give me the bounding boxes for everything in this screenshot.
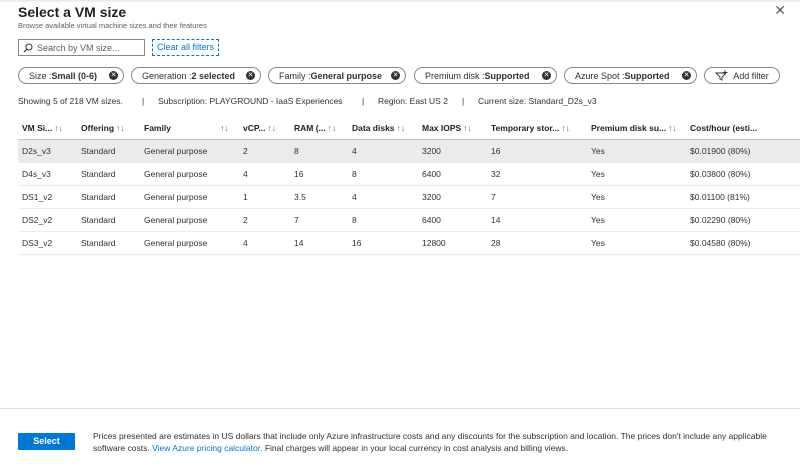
column-header[interactable] [239, 117, 290, 139]
column-header[interactable] [348, 117, 418, 139]
page-title: Select a VM size [18, 4, 127, 20]
table-cell: General purpose [140, 162, 214, 185]
column-header-label: Max IOPS [422, 122, 462, 133]
filter-value: General purpose [310, 70, 383, 81]
search-field[interactable] [18, 39, 145, 56]
select-button[interactable]: Select [18, 433, 75, 450]
sort-icon[interactable]: ↑↓ [267, 122, 277, 133]
table-cell: $0.04580 (80%) [686, 231, 800, 254]
pill-close-icon[interactable]: ✕ [683, 72, 690, 79]
table-cell: Yes [587, 185, 686, 208]
table-cell: 4 [348, 185, 418, 208]
search-input[interactable] [37, 43, 137, 53]
filter-pill-family[interactable] [268, 67, 406, 84]
subscription-label: Subscription: PLAYGROUND - IaaS Experiences [158, 96, 343, 106]
filter-key: Size : [29, 70, 52, 81]
search-icon [23, 43, 33, 53]
column-header-label: vCP... [243, 122, 266, 133]
table-cell: Yes [587, 231, 686, 254]
clear-all-filters-button[interactable]: Clear all filters [152, 39, 219, 56]
top-edge [0, 0, 800, 3]
table-row[interactable] [18, 185, 800, 208]
column-header-label: Premium disk su... [591, 122, 667, 133]
table-cell: 14 [487, 208, 587, 231]
page-subtitle: Browse available virtual machine sizes and their features [18, 21, 207, 30]
table-cell: 2 [239, 139, 290, 162]
pricing-note [93, 430, 788, 454]
result-count: Showing 5 of 218 VM sizes. [18, 96, 123, 106]
sort-icon[interactable]: ↑↓ [668, 122, 677, 133]
table-cell: 7 [290, 208, 348, 231]
pill-close-icon[interactable]: ✕ [392, 72, 399, 79]
table-cell: Standard [77, 162, 140, 185]
table-cell: DS3_v2 [18, 231, 77, 254]
table-cell: 6400 [418, 208, 487, 231]
table-cell [214, 162, 239, 185]
pill-close-icon[interactable]: ✕ [110, 72, 117, 79]
table-row[interactable] [18, 162, 800, 185]
column-header [140, 117, 214, 139]
current-size-label: Current size: Standard_D2s_v3 [478, 96, 597, 106]
filter-key: Azure Spot : [575, 70, 625, 81]
table-cell: 2 [239, 208, 290, 231]
table-cell: 32 [487, 162, 587, 185]
table-cell: D2s_v3 [18, 139, 77, 162]
add-filter-icon [715, 70, 729, 81]
table-cell: $0.02290 (80%) [686, 208, 800, 231]
sort-icon[interactable]: ↑↓ [561, 122, 570, 133]
column-header[interactable] [18, 117, 77, 139]
column-header[interactable] [214, 117, 239, 139]
column-header[interactable] [418, 117, 487, 139]
table-cell: General purpose [140, 185, 214, 208]
table-cell: 3.5 [290, 185, 348, 208]
sort-icon[interactable]: ↑↓ [327, 122, 337, 133]
table-cell: General purpose [140, 139, 214, 162]
table-cell: 28 [487, 231, 587, 254]
table-cell: DS1_v2 [18, 185, 77, 208]
column-header [686, 117, 800, 139]
table-body [18, 139, 800, 254]
table-cell: Standard [77, 139, 140, 162]
table-cell: 1 [239, 185, 290, 208]
table-cell: 4 [239, 231, 290, 254]
table-cell: 16 [348, 231, 418, 254]
table-cell [214, 139, 239, 162]
table-cell: $0.03800 (80%) [686, 162, 800, 185]
table-cell [214, 185, 239, 208]
sort-icon[interactable]: ↑↓ [396, 122, 406, 133]
table-cell: 14 [290, 231, 348, 254]
column-header[interactable] [587, 117, 686, 139]
footer [0, 408, 800, 468]
table-cell: DS2_v2 [18, 208, 77, 231]
column-header[interactable] [290, 117, 348, 139]
info-separator: | [142, 96, 145, 106]
filter-pill-premium-disk[interactable] [414, 67, 557, 84]
table-row[interactable] [18, 231, 800, 254]
column-header-label: Cost/hour (esti... [690, 122, 758, 133]
table-cell: $0.01100 (81%) [686, 185, 800, 208]
table-cell: 16 [290, 162, 348, 185]
table-cell: General purpose [140, 231, 214, 254]
column-header-label: Data disks [352, 122, 395, 133]
table-cell: Yes [587, 139, 686, 162]
table-cell: 3200 [418, 139, 487, 162]
table-cell: 8 [348, 208, 418, 231]
pill-close-icon[interactable]: ✕ [543, 72, 550, 79]
table-row[interactable] [18, 139, 800, 162]
table-cell: 8 [348, 162, 418, 185]
table-cell: 6400 [418, 162, 487, 185]
table-cell [214, 208, 239, 231]
table-cell: D4s_v3 [18, 162, 77, 185]
filter-key: Premium disk : [425, 70, 485, 81]
filter-pill-generation[interactable] [131, 67, 261, 84]
table-cell: Yes [587, 162, 686, 185]
column-header[interactable] [77, 117, 140, 139]
sort-icon[interactable]: ↑↓ [54, 122, 63, 133]
panel-header [18, 4, 207, 30]
filter-value: 2 selected [191, 70, 236, 81]
pricing-calculator-link[interactable]: View Azure pricing calculator. [152, 443, 263, 453]
filter-value: Supported [624, 70, 670, 81]
table-cell: 16 [487, 139, 587, 162]
table-cell [214, 231, 239, 254]
region-label: Region: East US 2 [378, 96, 448, 106]
column-header-label: Temporary stor... [491, 122, 560, 133]
table-cell: Standard [77, 185, 140, 208]
table-cell: Yes [587, 208, 686, 231]
filter-key: Family : [279, 70, 311, 81]
info-separator: | [362, 96, 365, 106]
add-filter-label: Add filter [733, 70, 769, 81]
sort-icon[interactable]: ↑↓ [116, 122, 125, 133]
column-header[interactable] [487, 117, 587, 139]
table-cell: 4 [348, 139, 418, 162]
pricing-note-text-end: Final charges will appear in your local currency in cost analysis and billing views. [262, 443, 569, 453]
table-cell: 7 [487, 185, 587, 208]
pricing-note-text: Prices presented are estimates in US dollars that include only Azure infrastructure costs and any discounts for the subscription and location. The prices don't include any applicable software costs. [93, 431, 767, 453]
filter-key: Generation : [142, 70, 192, 81]
filter-pill-size[interactable] [18, 67, 124, 84]
table-cell: Standard [77, 231, 140, 254]
sort-icon[interactable]: ↑↓ [220, 122, 229, 133]
info-separator: | [462, 96, 465, 106]
table-cell: 3200 [418, 185, 487, 208]
table-cell: General purpose [140, 208, 214, 231]
column-header-label: VM Si... [22, 122, 53, 133]
table-row[interactable] [18, 208, 800, 231]
table-cell: $0.01900 (80%) [686, 139, 800, 162]
filter-pill-azure-spot[interactable] [564, 67, 697, 84]
table-cell: 4 [239, 162, 290, 185]
table-cell: 8 [290, 139, 348, 162]
vm-size-table [18, 117, 800, 255]
column-header-label: RAM (... [294, 122, 326, 133]
column-header-label: Family [144, 122, 171, 133]
filter-value: Supported [484, 70, 530, 81]
table-cell: Standard [77, 208, 140, 231]
table-cell: 12800 [418, 231, 487, 254]
column-header-label: Offering [81, 122, 115, 133]
sort-icon[interactable]: ↑↓ [463, 122, 472, 133]
filter-value: Small (0-6) [51, 70, 98, 81]
table-header-row [18, 117, 800, 139]
close-icon[interactable]: ✕ [774, 2, 786, 18]
add-filter-button[interactable] [704, 67, 780, 84]
pill-close-icon[interactable]: ✕ [247, 72, 254, 79]
